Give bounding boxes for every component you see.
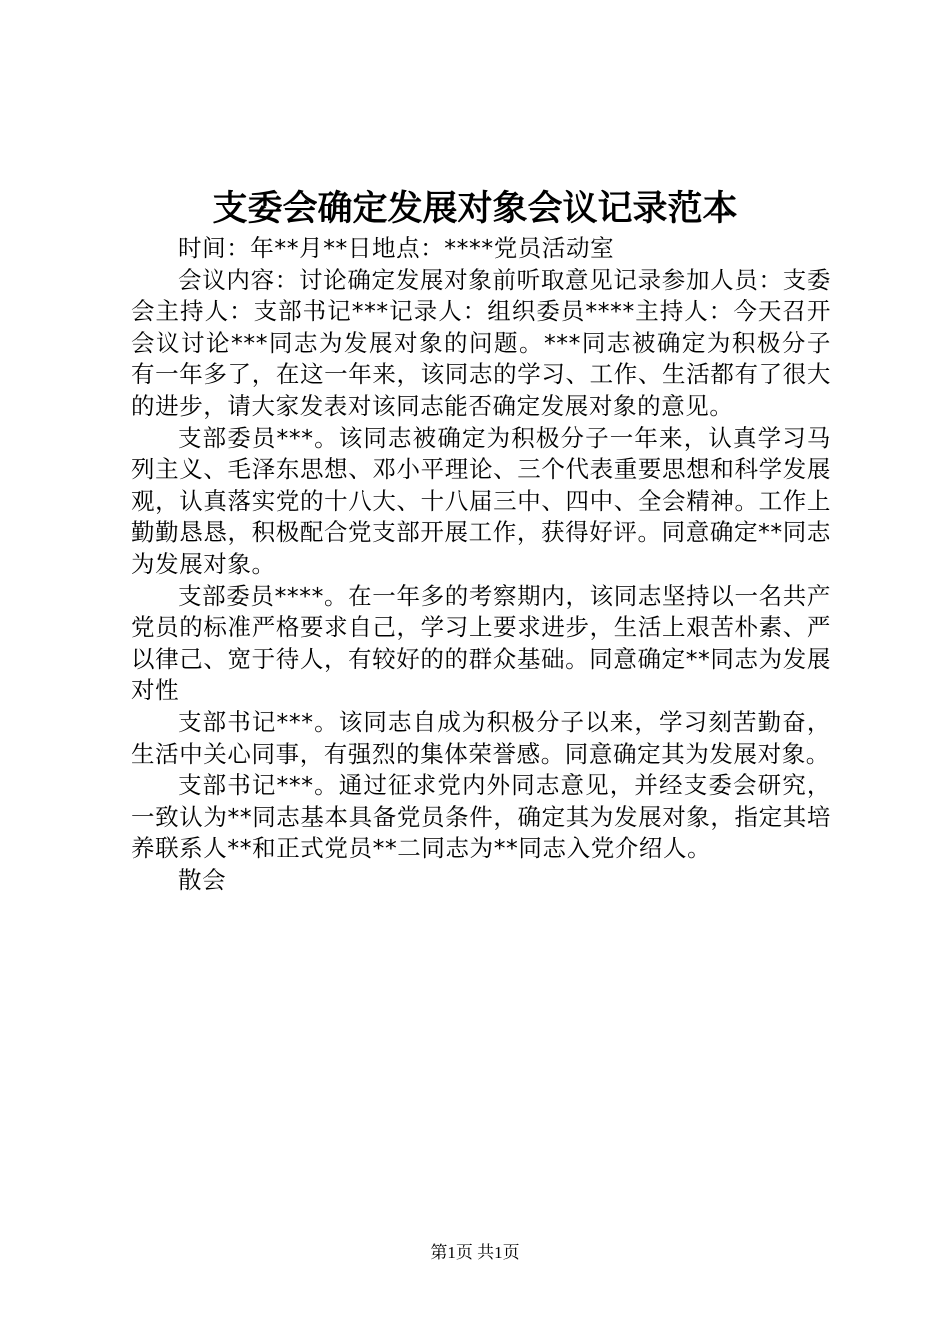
document-title: 支委会确定发展对象会议记录范本: [212, 188, 738, 229]
branch-secretary-statement-2: 支部书记***。通过征求党内外同志意见，并经支委会研究，一致认为**同志基本具备党员条件，确定其为发展对象，指定其培养联系人**和正式党员**二同志为**同志入党介绍人。: [131, 771, 831, 863]
page-number-footer: 第1页 共1页: [430, 1243, 520, 1262]
meeting-content-paragraph: 会议内容：讨论确定发展对象前听取意见记录参加人员：支委会主持人：支部书记***记录人：组织委员****主持人：今天召开会议讨论***同志为发展对象的问题。***同志被确定为积极分子有一年多了，在这一年来，该同志的学习、工作、生活都有了很大的进步，请大家发表对该同志能否确定发展对象的意见。: [131, 265, 831, 420]
committee-member-2-statement: 支部委员****。在一年多的考察期内，该同志坚持以一名共产党员的标准严格要求自己，学习上要求进步，生活上艰苦朴素、严以律己、宽于待人，有较好的的群众基础。同意确定**同志为发展对性: [131, 581, 831, 705]
committee-member-1-statement: 支部委员***。该同志被确定为积极分子一年来，认真学习马列主义、毛泽东思想、邓小平理论、三个代表重要思想和科学发展观，认真落实党的十八大、十八届三中、四中、全会精神。工作上勤勤恳恳，积极配合党支部开展工作，获得好评。同意确定**同志为发展对象。: [131, 423, 831, 578]
document-body: [131, 233, 831, 896]
branch-secretary-statement-1: 支部书记***。该同志自成为积极分子以来，学习刻苦勤奋，生活中关心同事，有强烈的集体荣誉感。同意确定其为发展对象。: [131, 707, 831, 768]
meeting-time-place: 时间：年**月**日地点：****党员活动室: [178, 234, 615, 262]
meeting-adjourned: 散会: [178, 865, 227, 894]
